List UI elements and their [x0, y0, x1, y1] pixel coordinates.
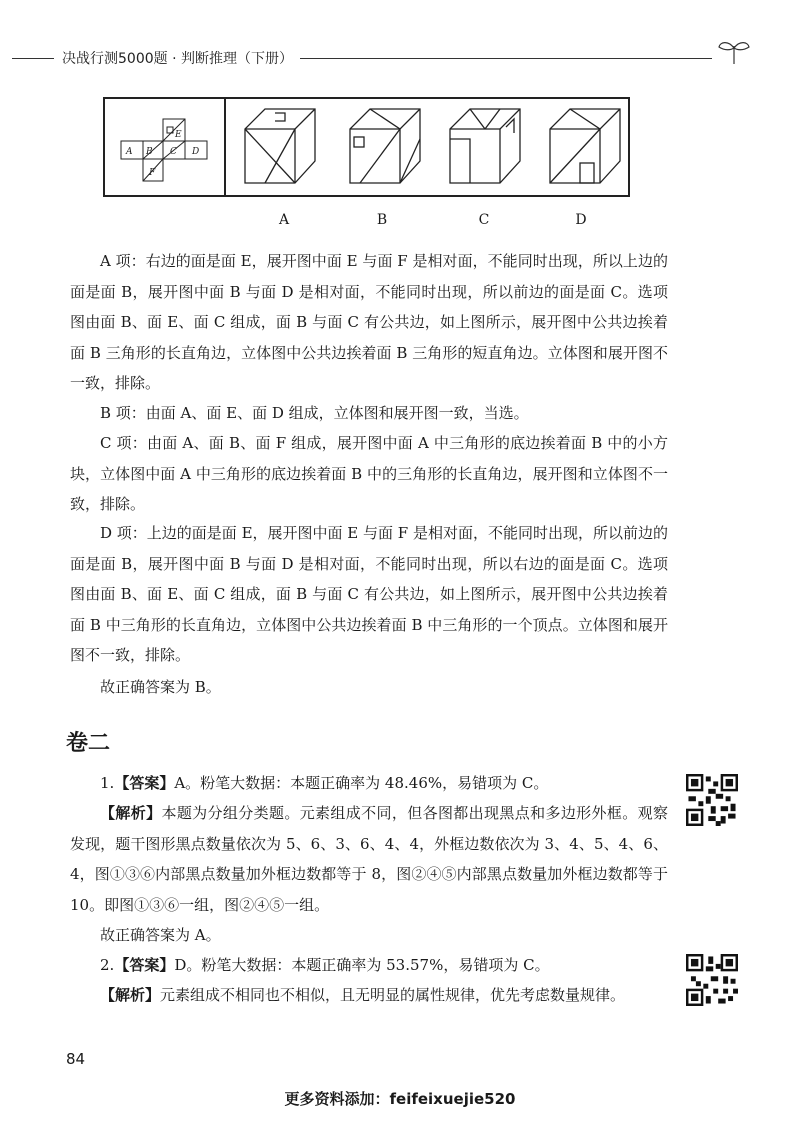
q2-answer — [70, 950, 670, 981]
analysis-option-d: D 项：上边的面是面 E，展开图中面 E 与面 F 是相对面，不能同时出现，所以前边的面是面 B，展开图中面 B 与面 D 是相对面，不能同时出现，所以右边的面是面 C。选项图由面 B、面 E、面 C 组成，面 B 与面 C 有公共边，如上图所示，展开图中公共边挨着面 B 中三角形的长直角边，立体图中公共边挨着面 B 中三角形的一个顶点。立体图和展开图不一致，排除。 — [70, 524, 668, 664]
option-label-c: C — [478, 212, 490, 228]
cube-figure — [103, 97, 630, 197]
q1-analysis-text: 本题为分组分类题。元素组成不同，但各图都出现黑点和多边形外框。观察发现，题干图形黑点数量依次为 5、6、3、6、4、4，外框边数依次为 3、4、5、4、6、4，图①③⑥内部黑点数量加外框边数都等于 8，图②④⑤内部黑点数量加外框边数都等于 10。即图①③⑥一组，图②④⑤一组。 — [70, 804, 668, 914]
running-header — [0, 36, 800, 76]
q2-answer-text: D。粉笔大数据：本题正确率为 53.57%，易错项为 C。 — [174, 956, 550, 974]
net-label-e: E — [175, 130, 182, 140]
analysis-option-a: A 项：右边的面是面 E，展开图中面 E 与面 F 是相对面，不能同时出现，所以上边的面是面 B，展开图中面 B 与面 D 是相对面，不能同时出现，所以前边的面是面 C。选项图由面 B、面 E、面 C 组成，面 B 与面 C 有公共边，如上图所示，展开图中公共边挨着面 B 三角形的长直角边，立体图中公共边挨着面 B 三角形的短直角边。立体图和展开图不一致，排除。 — [70, 252, 668, 392]
q1-answer-text: A。粉笔大数据：本题正确率为 48.46%，易错项为 C。 — [174, 774, 549, 792]
cube-option-a — [245, 109, 315, 183]
q1-answer — [70, 768, 670, 799]
net-label-c: C — [170, 147, 177, 157]
cube-option-d — [550, 109, 620, 183]
page-number: 84 — [66, 1050, 86, 1068]
analysis-option-c: C 项：由面 A、面 B、面 F 组成，展开图中面 A 中三角形的底边挨着面 B 中的小方块，立体图中面 A 中三角形的底边挨着面 B 中的三角形的长直角边，展开图和立体图不一致，排除。 — [70, 434, 668, 513]
q2-analysis-tag: 【解析】 — [100, 986, 161, 1004]
analysis-option-b: B 项：由面 A、面 E、面 D 组成，立体图和展开图一致，当选。 — [100, 404, 529, 422]
net-label-a: A — [126, 147, 133, 157]
option-label-b: B — [376, 212, 388, 228]
q1-analysis-tag: 【解析】 — [100, 804, 162, 822]
option-label-a: A — [278, 212, 290, 228]
q2-analysis-text: 元素组成不相同也不相似，且无明显的属性规律，优先考虑数量规律。 — [160, 986, 626, 1004]
q2-analysis — [70, 980, 668, 1011]
cube-figure-svg — [105, 99, 628, 195]
net-line — [163, 119, 185, 141]
cube-option-b — [350, 109, 420, 183]
header-rule-right — [300, 58, 712, 59]
q2-answer-tag: 【答案】 — [114, 956, 175, 974]
header-rule-left — [12, 58, 54, 59]
q2-qr-code-icon[interactable] — [686, 954, 738, 1006]
analysis-conclusion: 故正确答案为 B。 — [100, 678, 221, 696]
q1-conclusion: 故正确答案为 A。 — [100, 926, 221, 944]
net-label-d: D — [192, 147, 200, 157]
section-title: 卷二 — [66, 731, 111, 756]
sprout-icon — [716, 38, 752, 64]
footer-note: 更多资料添加：feifeixuejie520 — [284, 1090, 516, 1108]
option-labels — [0, 212, 800, 234]
q2-prefix: 2. — [100, 956, 115, 974]
option-label-d: D — [575, 212, 587, 228]
q1-qr-code-icon[interactable] — [686, 774, 738, 826]
q1-analysis — [70, 798, 668, 920]
q1-answer-tag: 【答案】 — [114, 774, 175, 792]
net-label-f: F — [149, 168, 156, 178]
cube-option-c — [450, 109, 520, 183]
net-label-b: B — [146, 147, 153, 157]
q1-prefix: 1. — [100, 774, 115, 792]
header-title: 决战行测5000题 · 判断推理（下册） — [62, 51, 293, 67]
